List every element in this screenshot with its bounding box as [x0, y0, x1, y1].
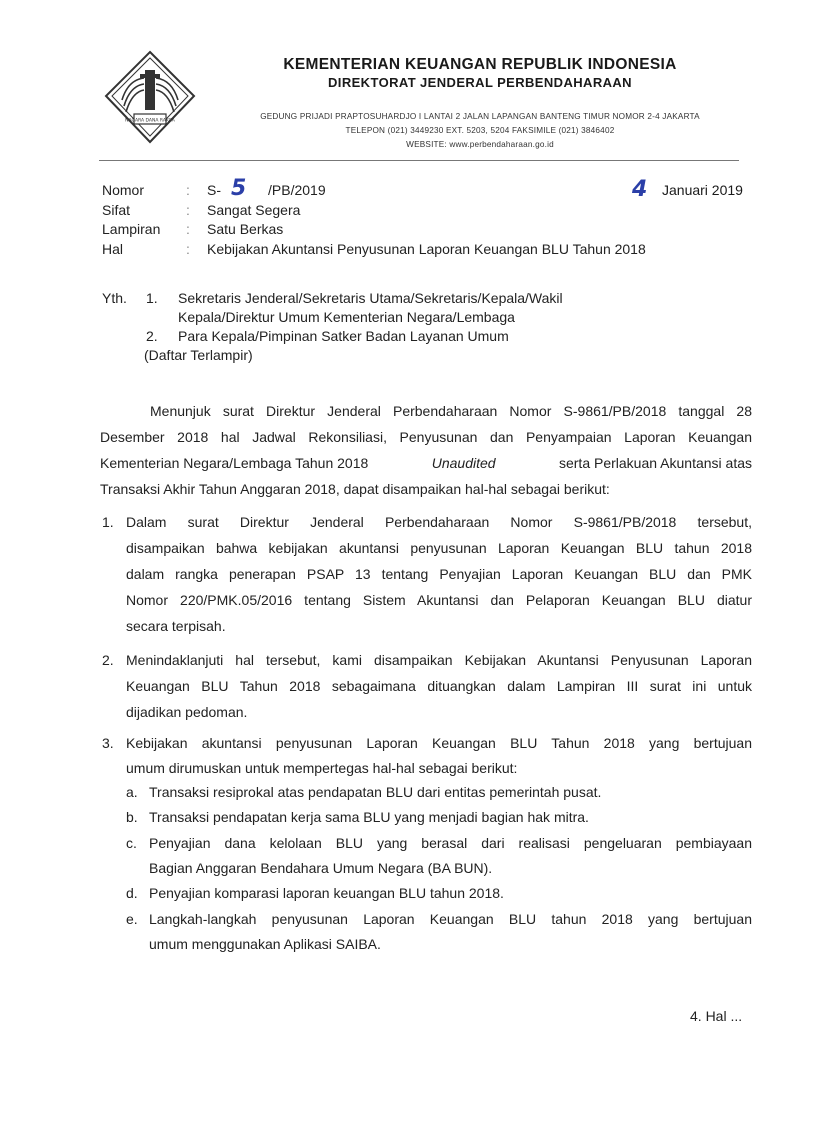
intro-text: Kementerian Negara/Lembaga Tahun 2018 [100, 455, 369, 471]
colon: : [186, 221, 190, 237]
intro-line: Menunjuk surat Direktur Jenderal Perbendaharaan Nomor S-9861/PB/2018 tanggal 28 [150, 403, 752, 419]
item-number: 2. [102, 652, 114, 668]
sub-item-line: Penyajian dana kelolaan BLU yang berasal dari realisasi pengeluaran pembiayaan [149, 835, 752, 851]
addressee-list-note: (Daftar Terlampir) [144, 347, 253, 363]
item-line: dalam rangka penerapan PSAP 13 tentang Penyajian Laporan Keuangan BLU dan PMK [126, 566, 752, 582]
intro-line: Desember 2018 hal Jadwal Rekonsiliasi, Penyusunan dan Penyampaian Laporan Keuangan [100, 429, 752, 445]
sub-item-letter: e. [126, 911, 138, 927]
item-line: umum dirumuskan untuk mempertegas hal-hal sebagai berikut: [126, 760, 518, 776]
sifat-value: Sangat Segera [207, 202, 301, 218]
lampiran-label: Lampiran [102, 221, 161, 237]
phone-line: TELEPON (021) 3449230 EXT. 5203, 5204 FAKSIMILE (021) 3846402 [345, 126, 615, 135]
hal-value: Kebijakan Akuntansi Penyusunan Laporan Keuangan BLU Tahun 2018 [207, 241, 646, 257]
intro-italic-term: Unaudited [431, 455, 496, 471]
ministry-emblem-icon [104, 50, 196, 146]
sub-item-letter: d. [126, 885, 138, 901]
sub-item-line: Bagian Anggaran Bendahara Umum Negara (BA BUN). [149, 860, 493, 876]
website-line: WEBSITE: www.perbendaharaan.go.id [406, 140, 554, 149]
hal-label: Hal [102, 241, 124, 257]
sub-item-letter: c. [126, 835, 137, 851]
addressee-line: Kepala/Direktur Umum Kementerian Negara/Lembaga [178, 309, 515, 325]
item-line: Nomor 220/PMK.05/2016 tentang Sistem Akuntansi dan Pelaporan Keuangan BLU diatur [126, 592, 752, 608]
addressee-number: 2. [146, 328, 158, 344]
addressee-line: Para Kepala/Pimpinan Satker Badan Layanan Umum [178, 328, 509, 344]
item-line: disampaikan bahwa kebijakan akuntansi penyusunan Laporan Keuangan BLU tahun 2018 [126, 540, 752, 556]
colon: : [186, 202, 190, 218]
item-number: 3. [102, 735, 114, 751]
date-handwritten-day: 4 [632, 177, 648, 202]
colon: : [186, 241, 190, 257]
sub-item-line: Langkah-langkah penyusunan Laporan Keuangan BLU tahun 2018 yang bertujuan [149, 911, 752, 927]
item-line: Dalam surat Direktur Jenderal Perbendaharaan Nomor S-9861/PB/2018 tersebut, [126, 514, 752, 530]
intro-line: Transaksi Akhir Tahun Anggaran 2018, dapat disampaikan hal-hal sebagai berikut: [100, 481, 610, 497]
address-line: GEDUNG PRIJADI PRAPTOSUHARDJO I LANTAI 2 JALAN LAPANGAN BANTENG TIMUR NOMOR 2-4 JAKARTA [260, 112, 700, 121]
ministry-name: KEMENTERIAN KEUANGAN REPUBLIK INDONESIA [283, 56, 677, 73]
letterhead-divider [99, 160, 739, 161]
item-line: Keuangan BLU Tahun 2018 sebagaimana dituangkan dalam Lampiran III surat ini untuk [126, 678, 752, 694]
directorate-name: DIREKTORAT JENDERAL PERBENDAHARAAN [328, 75, 632, 90]
nomor-label: Nomor [102, 182, 145, 198]
date-month-year: Januari 2019 [662, 182, 743, 198]
sub-item-line: Penyajian komparasi laporan keuangan BLU tahun 2018. [149, 885, 504, 901]
item-line: secara terpisah. [126, 618, 226, 634]
sub-item-line: Transaksi pendapatan kerja sama BLU yang menjadi bagian hak mitra. [149, 809, 589, 825]
addressee-number: 1. [146, 290, 158, 306]
nomor-prefix: S- [207, 182, 221, 198]
sub-item-letter: a. [126, 784, 138, 800]
item-number: 1. [102, 514, 114, 530]
intro-text: serta Perlakuan Akuntansi atas [558, 455, 752, 471]
sub-item-line: umum menggunakan Aplikasi SAIBA. [149, 936, 381, 952]
page-continuation: 4. Hal ... [690, 1008, 743, 1024]
ministry-logo [104, 50, 196, 146]
addressee-line: Sekretaris Jenderal/Sekretaris Utama/Sekretaris/Kepala/Wakil [178, 290, 563, 306]
sifat-label: Sifat [102, 202, 131, 218]
sub-item-line: Transaksi resiprokal atas pendapatan BLU dari entitas pemerintah pusat. [149, 784, 602, 800]
lampiran-value: Satu Berkas [207, 221, 284, 237]
item-line: dijadikan pedoman. [126, 704, 248, 720]
intro-line [100, 450, 752, 476]
item-line: Menindaklanjuti hal tersebut, kami disampaikan Kebijakan Akuntansi Penyusunan Laporan [126, 652, 752, 668]
item-line: Kebijakan akuntansi penyusunan Laporan Keuangan BLU Tahun 2018 yang bertujuan [126, 735, 752, 751]
colon: : [186, 182, 190, 198]
sub-item-letter: b. [126, 809, 138, 825]
yth-label: Yth. [102, 290, 127, 306]
nomor-suffix: /PB/2019 [268, 182, 326, 198]
nomor-handwritten-number: 5 [231, 176, 247, 201]
logo-caption: NAGARA DANA RAKCA [125, 118, 175, 124]
